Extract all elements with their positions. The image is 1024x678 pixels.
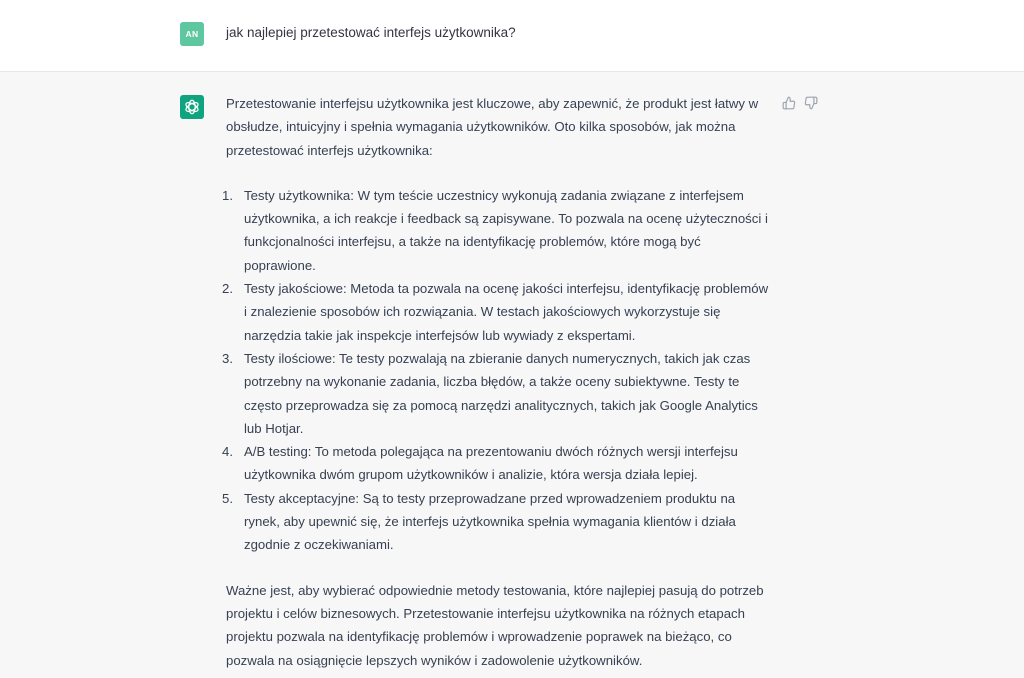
list-item-number: 3. [222, 350, 233, 366]
openai-logo-icon [183, 98, 201, 116]
list-item [222, 347, 771, 440]
list-item-number: 1. [222, 187, 233, 203]
assistant-intro: Przetestowanie interfejsu użytkownika jest kluczowe, aby zapewnić, że produkt jest łatwy w obsłudze, intuicyjny i spełnia wymagania użytkowników. Oto kilka sposobów, jak można przetestować interfejs użytkownika: [226, 96, 759, 158]
list-item-text: A/B testing: To metoda polegająca na prezentowaniu dwóch różnych wersji interfejsu użytkownika dwóm grupom użytkowników i analizie, która wersja działa lepiej. [244, 444, 738, 483]
thumbs-up-button[interactable] [782, 96, 796, 110]
thumbs-down-button[interactable] [804, 96, 818, 110]
list-item-text: Testy akceptacyjne: Są to testy przeprowadzane przed wprowadzeniem produktu na rynek, aby upewnić się, że interfejs użytkownika spełnia wymagania klientów i działa zgodnie z oczekiwaniami. [244, 490, 736, 553]
thumbs-down-icon [804, 96, 818, 110]
list-item-text: Testy jakościowe: Metoda ta pozwala na ocenę jakości interfejsu, identyfikację problemów i znalezienie sposobów ich rozwiązania. W testach jakościowych wykorzystuje się narzędzia takie jak inspekcje interfejsów lub wywiady z ekspertami. [244, 281, 769, 343]
assistant-message-text [222, 92, 771, 672]
user-message-row [0, 0, 1024, 72]
thumbs-up-icon [782, 96, 796, 110]
list-item [222, 184, 771, 277]
user-avatar: AN [180, 22, 204, 46]
feedback-buttons [782, 96, 818, 110]
list-item [222, 440, 771, 487]
list-item-number: 2. [222, 281, 233, 297]
list-item-text: Testy użytkownika: W tym teście uczestnicy wykonują zadania związane z interfejsem użytkownika, a ich reakcje i feedback są zapisywane. To pozwala na ocenę użyteczności i funkcjonalności interfejsu, a także na identyfikację problemów, które mogą być poprawione. [244, 187, 768, 273]
assistant-list [222, 184, 771, 557]
list-item [222, 277, 771, 347]
assistant-message-row [0, 72, 1024, 678]
assistant-avatar [180, 95, 204, 119]
list-item [222, 487, 771, 557]
list-item-number: 4. [222, 444, 233, 460]
user-message-text: jak najlepiej przetestować interfejs użytkownika? [226, 25, 516, 40]
list-item-number: 5. [222, 490, 233, 506]
assistant-outro: Ważne jest, aby wybierać odpowiednie metody testowania, które najlepiej pasują do potrzeb projektu i celów biznesowych. Przetestowanie interfejsu użytkownika na różnych etapach projektu pozwala na identyfikację problemów i wprowadzenie poprawek na bieżąco, co pozwala na osiągnięcie lepszych wyników i zadowolenie użytkowników. [226, 582, 764, 668]
list-item-text: Testy ilościowe: Te testy pozwalają na zbieranie danych numerycznych, takich jak czas potrzebny na wykonanie zadania, liczba błędów, a także oceny subiektywne. Testy te często przeprowadza się za pomocą narzędzi analitycznych, takich jak Google Analytics lub Hotjar. [244, 350, 758, 436]
